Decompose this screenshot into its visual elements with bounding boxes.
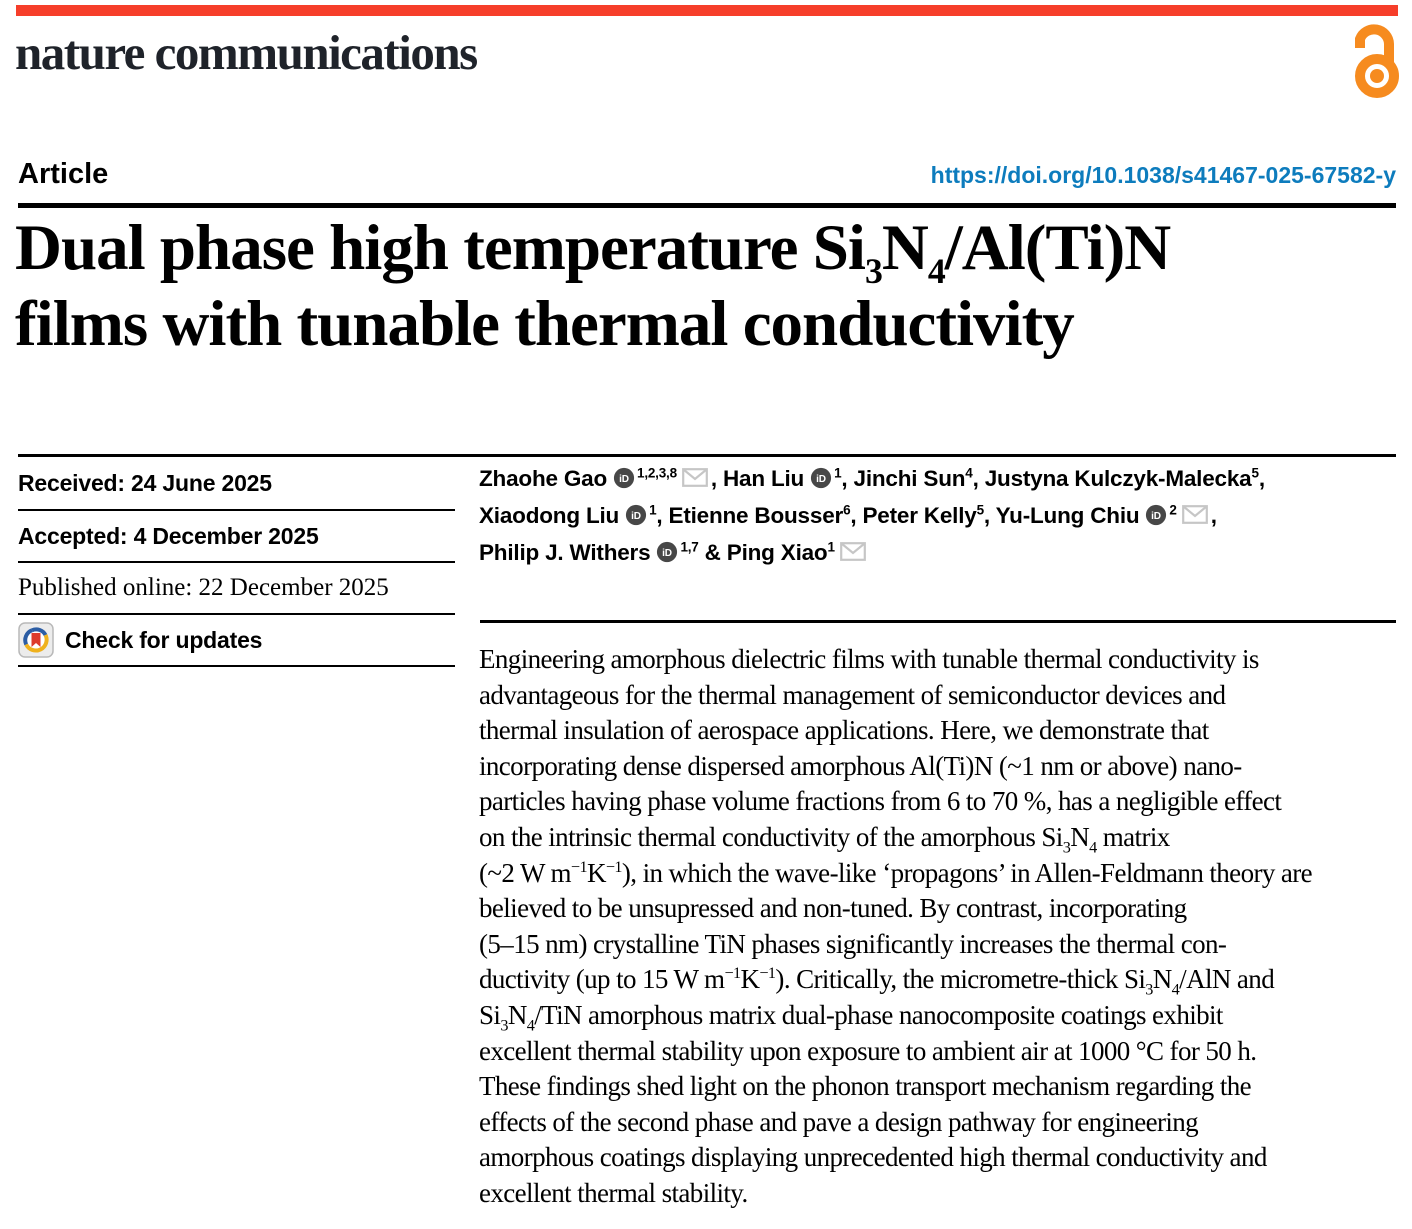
orcid-icon[interactable] [1145,502,1167,536]
text-line: (~2 W $m^{-1}K^{-1}$), in which the wave-like ‘propagons’ in Allen-Feldmann theory are [479,857,1313,888]
article-type-label: Article [18,158,109,190]
svg-text:iD: iD [1151,510,1162,522]
svg-text:iD: iD [631,510,641,522]
doi-link[interactable]: https://doi.org/10.1038/s41467-025-67582-y [930,162,1396,188]
text-line: advantageous for the thermal management of semiconductor devices and [479,679,1226,710]
published-date: Published online: 22 December 2025 [18,574,389,601]
page-title [15,210,1395,362]
svg-text:iD: iD [662,547,673,559]
header-rule [18,203,1396,208]
crossmark-icon [18,622,54,658]
text-line: Engineering amorphous dielectric films with tunable thermal conductivity is [479,644,1259,674]
mail-icon[interactable] [1182,500,1208,534]
orcid-icon[interactable] [656,539,678,573]
abstract-top-rule [480,620,1396,623]
received-row [18,457,455,511]
text-line: Philip J. Withers iD $^{1,7}$ & Ping Xiao$^1$ [479,536,1404,573]
received-date: Received: 24 June 2025 [18,469,272,496]
svg-text:iD: iD [816,473,826,485]
text-line: amorphous coatings displaying unprecedented high thermal conductivity and [479,1142,1267,1173]
text-line: excellent thermal stability upon exposure to ambient air at 1000 °C for 50 h. [479,1035,1257,1066]
abstract-text [479,642,1404,1212]
author-list [479,462,1404,573]
text-line: particles having phase volume fractions from 6 to 70 %, has a negligible effect [479,786,1282,817]
text-line: on the intrinsic thermal conductivity of the amorphous $Si_3N_4$ matrix [479,821,1170,857]
text-line: thermal insulation of aerospace applications. Here, we demonstrate that [479,715,1209,746]
text-line: These findings shed light on the phonon transport mechanism regarding the [479,1071,1252,1102]
svg-text:iD: iD [619,473,629,485]
orcid-icon[interactable] [810,465,832,499]
check-for-updates-label: Check for updates [65,626,263,653]
text-line: ductivity (up to 15 W $m^{-1}K^{-1}$). Critically, the micrometre-thick $Si_3N_4$/AlN and [479,964,1275,999]
orcid-icon[interactable] [625,502,647,536]
text-line: Dual phase high temperature $Si_3N_4/Al(Ti)N$ [15,212,1171,291]
text-line: excellent thermal stability. [479,1177,748,1208]
accepted-date: Accepted: 4 December 2025 [18,522,319,549]
text-line: films with tunable thermal conductivity [15,288,1074,360]
check-for-updates-button[interactable] [18,622,262,658]
article-header-row [18,158,1396,191]
journal-brand-bar [16,5,1398,16]
meta-column [18,457,455,667]
mail-icon[interactable] [682,463,708,497]
check-updates-row [18,615,455,667]
text-line: (5–15 nm) crystalline TiN phases significantly increases the thermal con- [479,928,1227,959]
text-line: believed to be unsupressed and non-tuned. By contrast, incorporating [479,893,1187,924]
open-access-icon [1349,22,1401,100]
journal-wordmark: nature communications [15,25,477,80]
text-line: incorporating dense dispersed amorphous Al(Ti)N (~1 nm or above) nano- [479,750,1242,781]
accepted-row [18,511,455,563]
text-line: Xiaodong Liu iD $^1$, Etienne Bousser$^6$, Peter Kelly$^5$, Yu-Lung Chiu iD $^2$ , [479,499,1404,536]
published-row [18,563,455,615]
text-line: $Si_3N_4$/TiN amorphous matrix dual-phase nanocomposite coatings exhibit [479,999,1223,1035]
text-line: Zhaohe Gao iD $^{1,2,3,8}$ , Han Liu iD $^1$, Jinchi Sun$^4$, Justyna Kulczyk-Malecka$^5$, [479,462,1404,499]
orcid-icon[interactable] [613,465,635,499]
mail-icon[interactable] [840,537,866,571]
text-line: effects of the second phase and pave a design pathway for engineering [479,1106,1199,1137]
